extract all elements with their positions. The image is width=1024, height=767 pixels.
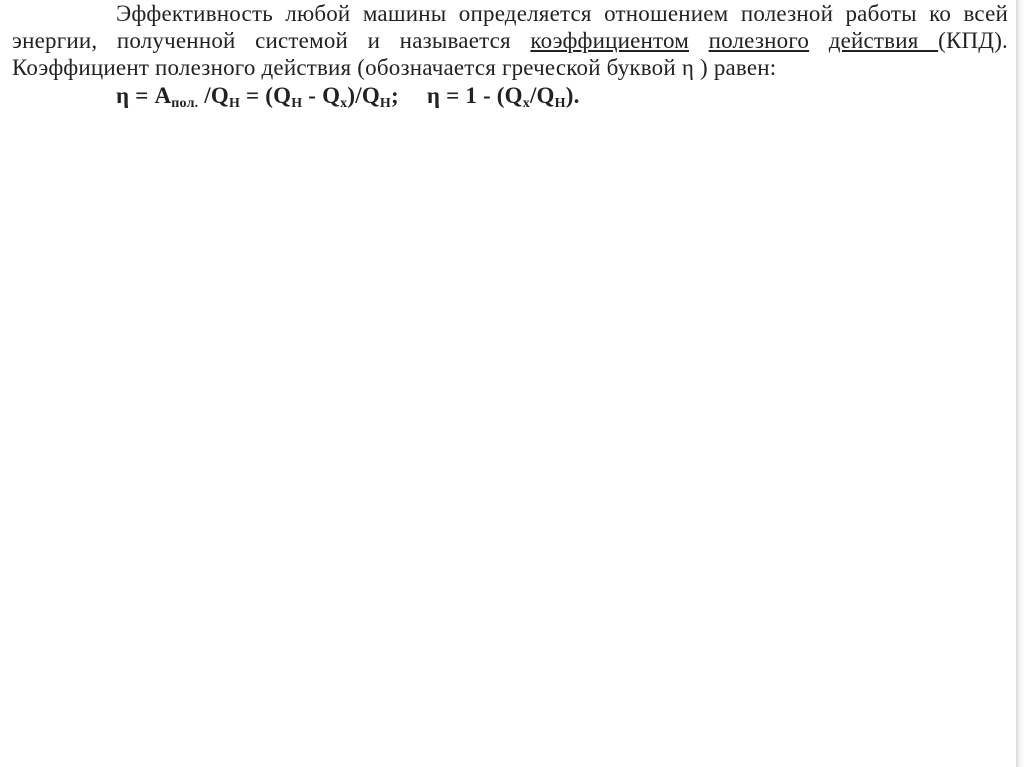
efficiency-formula (12, 81, 1008, 111)
term-koefficientom: коэффициентом (530, 28, 690, 53)
formula-slash-q: /Q (529, 83, 555, 108)
formula-sub-h: Н (379, 96, 392, 111)
formula-sub-h: Н (291, 96, 303, 111)
paragraph-text-part1: Эффективность любой машины определяется отношением полезной работы ко всей энергии, полученной системой и называется (12, 1, 1008, 53)
text-block (12, 0, 1008, 111)
term-poleznogo: полезного (708, 28, 810, 53)
formula-semicolon: ; (391, 83, 399, 108)
slide-edge-shadow (1016, 0, 1024, 767)
formula-sub-h: Н (228, 96, 241, 111)
efficiency-paragraph (12, 0, 1008, 81)
formula-sub-h: Н (554, 96, 566, 111)
formula-eq-open: = (Q (240, 83, 292, 108)
paragraph-text-part2: (КПД). Коэффициент полезного действия (обозначается греческой буквой η ) равен: (12, 28, 1009, 80)
formula-eta-a: η = A (116, 83, 172, 108)
formula-sub-x: х (340, 96, 348, 111)
term-deistviya: действия (828, 28, 939, 53)
formula-eta-one: η = 1 - (Q (426, 83, 523, 108)
formula-minus-q: - Q (302, 83, 341, 108)
formula-close-slash: )/Q (347, 83, 380, 108)
paragraph-space-2 (809, 28, 829, 53)
formula-end: ). (565, 83, 580, 108)
formula-sub-x: х (522, 96, 530, 111)
formula-slash-q: /Q (198, 83, 229, 108)
paragraph-space (689, 28, 709, 53)
formula-sub-pol: пол. (171, 96, 199, 111)
